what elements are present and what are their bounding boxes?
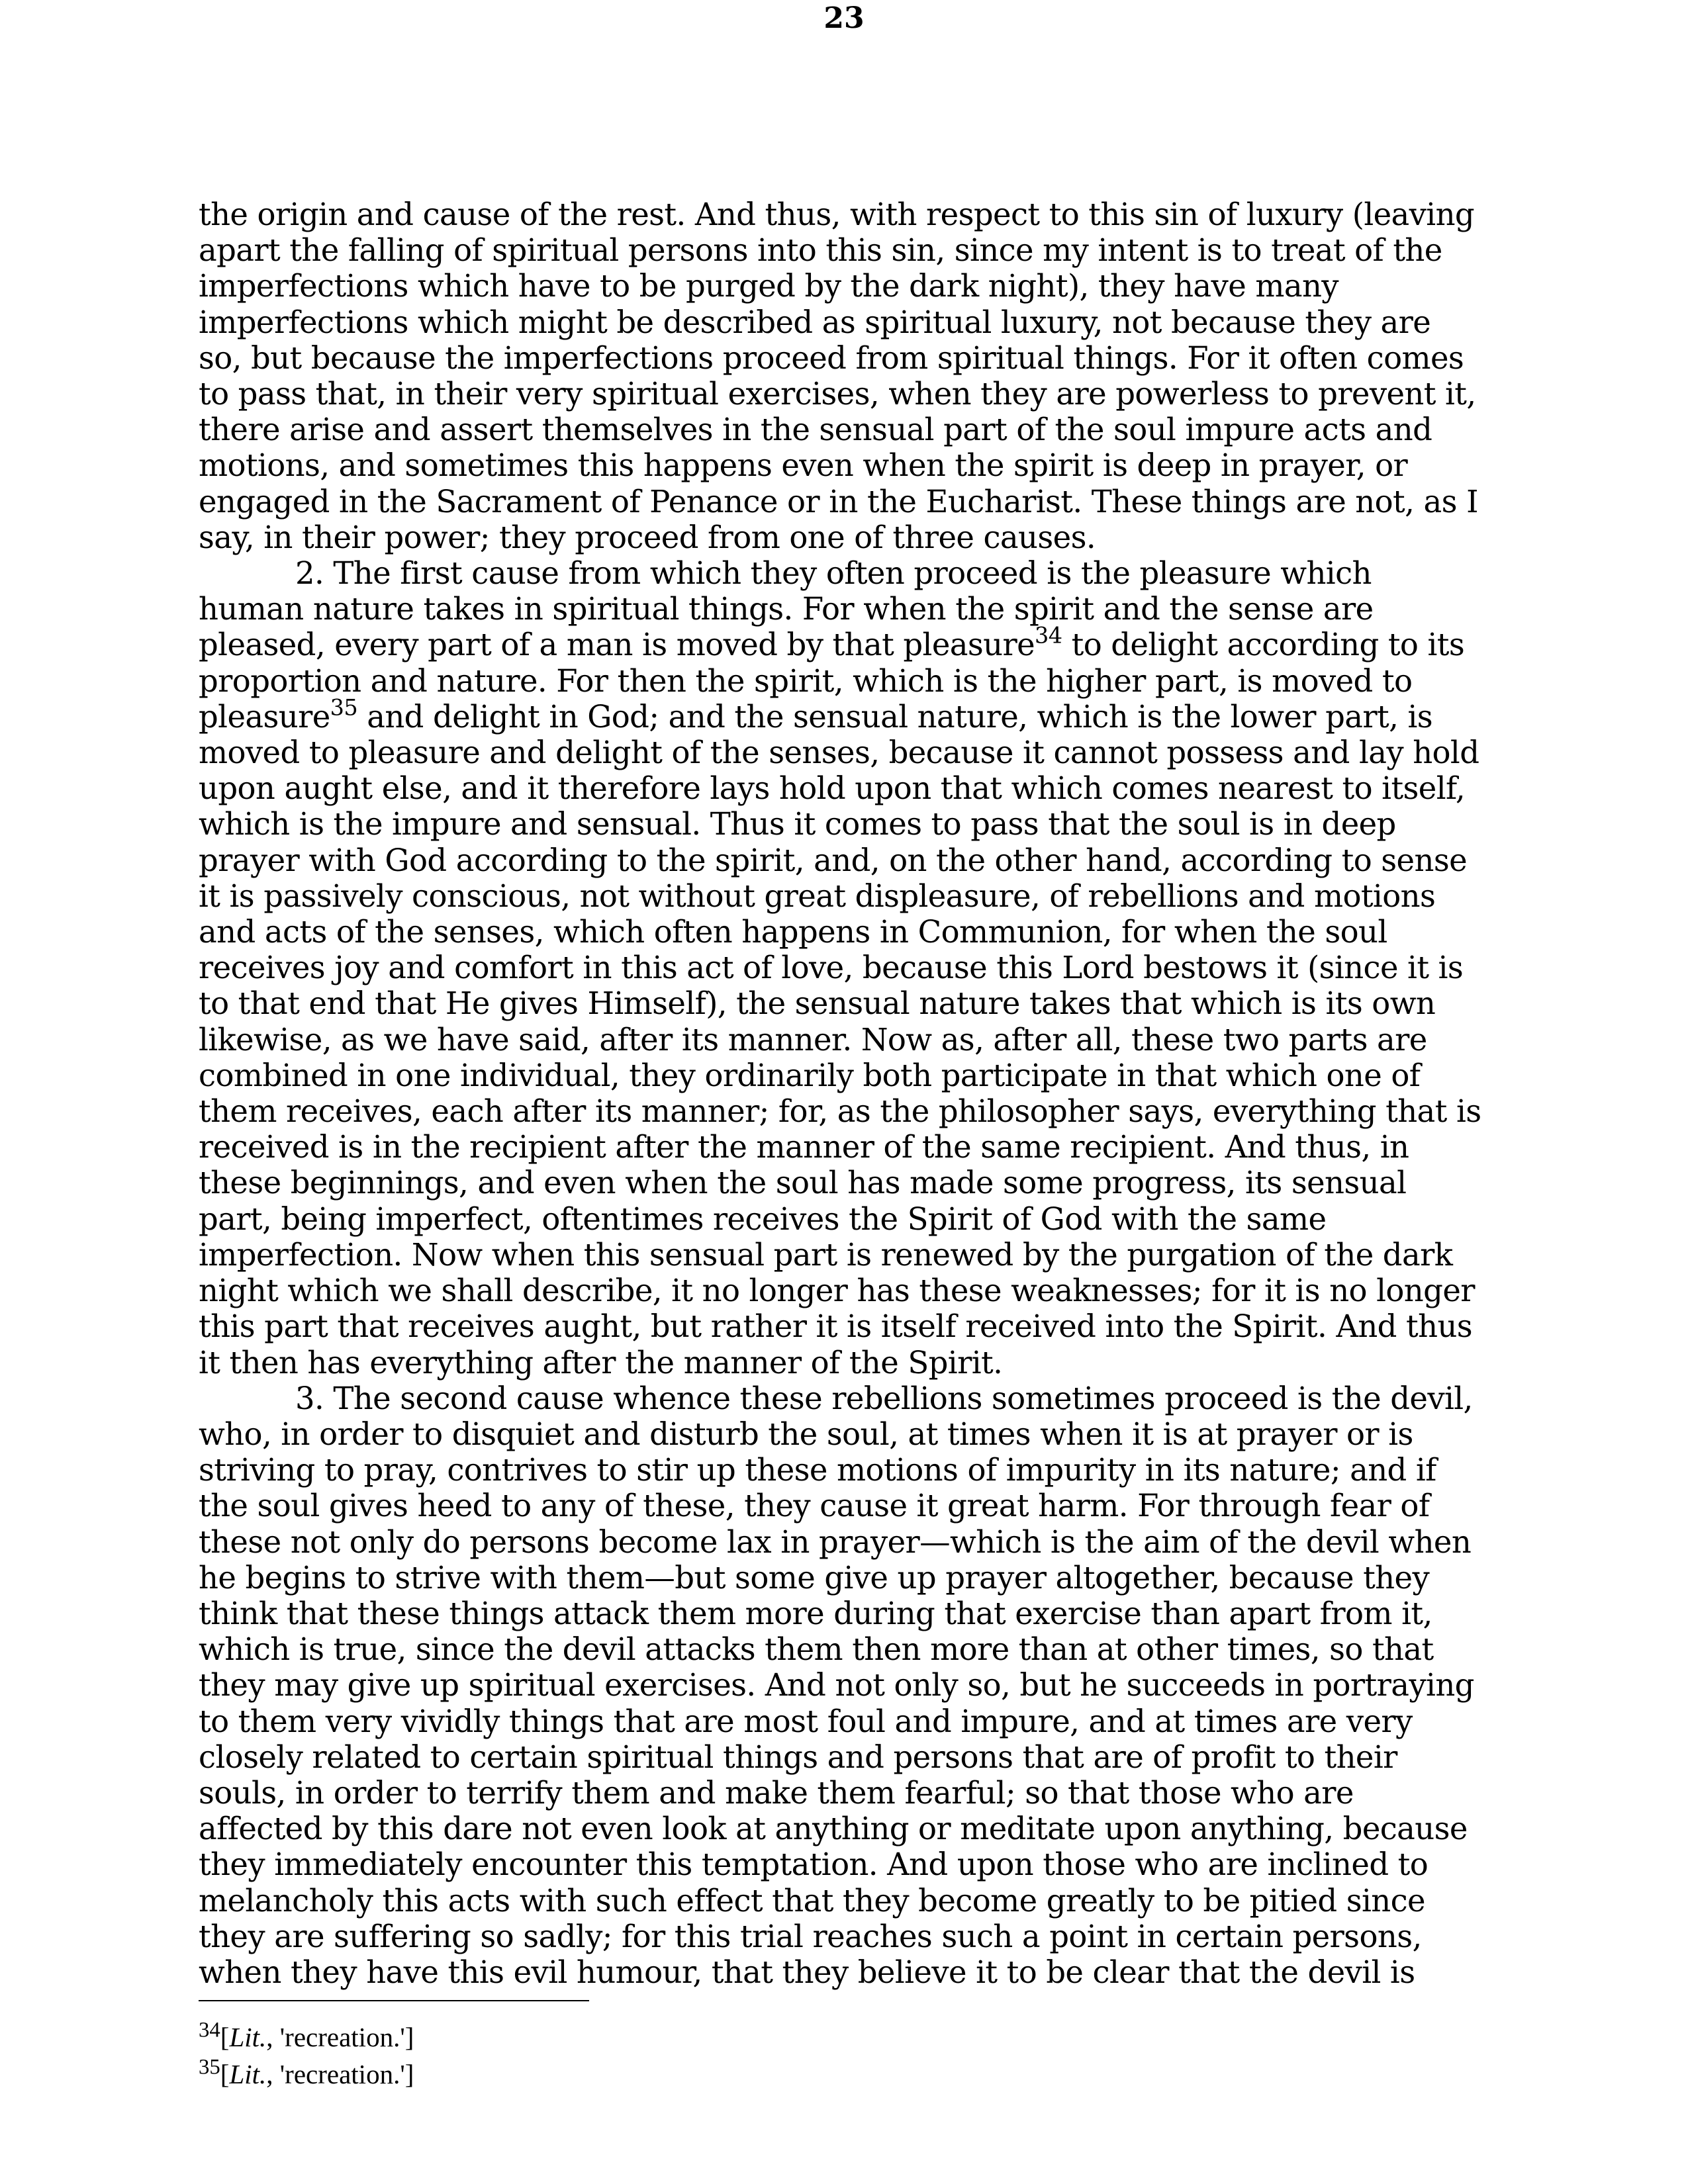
footnote-35 — [199, 2056, 993, 2093]
paragraph-2-text-b: to delight according to its proportion and nature. For then the spirit, which is the higher part, is moved to pleasure — [199, 627, 1465, 735]
body-text — [199, 197, 1483, 1990]
page-number: 23 — [823, 1, 865, 35]
paragraph-3: 3. The second cause whence these rebellions sometimes proceed is the devil, who, in order to disquiet and disturb the soul, at times when it is at prayer or is striving to pray, contrives to stir up these motions of impurity in its nature; and if the soul gives heed to any of these, they cause it great harm. For through fear of these not only do persons become lax in prayer—which is the aim of the devil when he begins to strive with them—but some give up prayer altogether, because they think that these things attack them more during that exercise than apart from it, which is true, since the devil attacks them then more than at other times, so that they may give up spiritual exercises. And not only so, but he succeeds in portraying to them very vividly things that are most foul and impure, and at times are very closely related to certain spiritual things and persons that are of profit to their souls, in order to terrify them and make them fearful; so that those who are affected by this dare not even look at anything or meditate upon anything, because they immediately encounter this temptation. And upon those who are inclined to melancholy this acts with such effect that they become greatly to be pitied since they are suffering so sadly; for this trial reaches such a point in certain persons, when they have this evil humour, that they believe it to be clear that the devil is — [199, 1380, 1474, 1990]
paragraph-2-text-a: 2. The first cause from which they often proceed is the pleasure which human nature takes in spiritual things. For when the spirit and the sense are pleased, every part of a man is moved by that pleasure — [199, 555, 1374, 663]
footnote-lit: Lit. — [229, 2059, 267, 2089]
footnote-bracket: [ — [220, 2022, 230, 2052]
footnote-divider — [199, 2000, 589, 2001]
paragraph-2 — [199, 555, 1483, 1381]
footnote-bracket: [ — [220, 2059, 230, 2089]
footnote-lit: Lit. — [229, 2022, 267, 2052]
footnotes — [199, 2019, 993, 2093]
paragraph-1: the origin and cause of the rest. And thus, with respect to this sin of luxury (leaving apart the falling of spiritual persons into this sin, since my intent is to treat of the imperfections which have to be purged by the dark night), they have many imperfections which might be described as spiritual luxury, not because they are so, but because the imperfections proceed from spiritual things. For it often comes to pass that, in their very spiritual exercises, when they are powerless to prevent it, there arise and assert themselves in the sensual part of the soul impure acts and motions, and sometimes this happens even when the spirit is deep in prayer, or engaged in the Sacrament of Penance or in the Eucharist. These things are not, as I say, in their power; they proceed from one of three causes. — [199, 197, 1478, 555]
footnote-number: 34 — [199, 2018, 220, 2042]
footnote-number: 35 — [199, 2055, 220, 2079]
paragraph-2-text-c: and delight in God; and the sensual nature, which is the lower part, is moved to pleasure and delight of the senses, because it cannot possess and lay hold upon aught else, and it therefore lays hold upon that which comes nearest to itself, which is the impure and sensual. Thus it comes to pass that the soul is in deep prayer with God according to the spirit, and, on the other hand, according to sense it is passively conscious, not without great displeasure, of rebellions and motions and acts of the senses, which often happens in Communion, for when the soul receives joy and comfort in this act of love, because this Lord bestows it (since it is to that end that He gives Himself), the sensual nature takes that which is its own likewise, as we have said, after its manner. Now as, after all, these two parts are combined in one individual, they ordinarily both participate in that which one of them receives, each after its manner; for, as the philosopher says, everything that is received is in the recipient after the manner of the same recipient. And thus, in these beginnings, and even when the soul has made some progress, its sensual part, being imperfect, oftentimes receives the Spirit of God with the same imperfection. Now when this sensual part is renewed by the purgation of the dark night which we shall describe, it no longer has these weaknesses; for it is no longer this part that receives aught, but rather it is itself received into the Spirit. And thus it then has everything after the manner of the Spirit. — [199, 698, 1481, 1381]
footnote-ref-35[interactable]: 35 — [330, 694, 358, 721]
footnote-ref-34[interactable]: 34 — [1035, 623, 1062, 649]
footnote-text: , 'recreation.'] — [266, 2022, 414, 2052]
footnote-text: , 'recreation.'] — [266, 2059, 414, 2089]
footnote-34 — [199, 2019, 993, 2056]
